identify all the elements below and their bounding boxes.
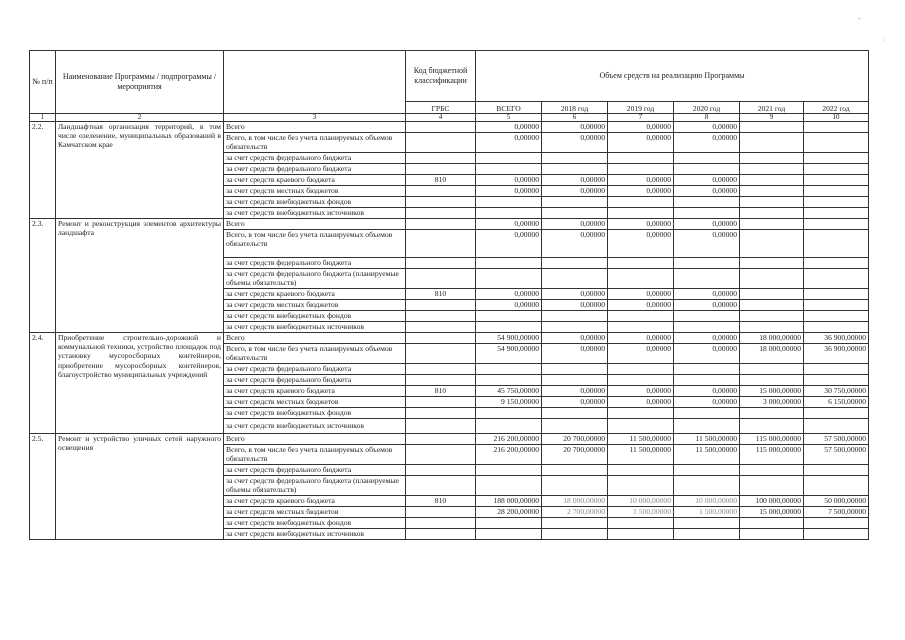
value-total: 216 200,00000 [476, 434, 542, 445]
row-label: Всего [224, 219, 406, 230]
value-2019: 0,00000 [608, 219, 674, 230]
value-2018: 0,00000 [542, 397, 608, 408]
value-2018: 20 700,00000 [542, 445, 608, 465]
value-2018: 0,00000 [542, 175, 608, 186]
value-2019: 0,00000 [608, 397, 674, 408]
value-2020: 0,00000 [674, 386, 740, 397]
value-2018: 18 000,00000 [542, 496, 608, 507]
colnum: 7 [608, 114, 674, 122]
value-2021 [740, 133, 804, 153]
value-2019: 1 500,00000 [608, 507, 674, 518]
header-2022: 2022 год [804, 102, 869, 114]
row-label: Всего, в том числе без учета планируемых объемов обязательств [224, 445, 406, 465]
row-number: 2.4. [30, 333, 56, 434]
row-label: за счет средств местных бюджетов [224, 507, 406, 518]
value-total: 0,00000 [476, 122, 542, 133]
value-2019: 0,00000 [608, 230, 674, 258]
value-2020: 0,00000 [674, 133, 740, 153]
grbs-cell: 810 [406, 289, 476, 300]
value-total: 54 900,00000 [476, 344, 542, 364]
row-number: 2.2. [30, 122, 56, 219]
value-2021: 18 000,00000 [740, 333, 804, 344]
row-label: Всего, в том числе без учета планируемых объемов обязательств [224, 133, 406, 153]
row-label: за счет средств внебюджетных источников [224, 208, 406, 219]
value-2019: 0,00000 [608, 175, 674, 186]
colnum: 6 [542, 114, 608, 122]
header-2020: 2020 год [674, 102, 740, 114]
header-2018: 2018 год [542, 102, 608, 114]
value-2019: 0,00000 [608, 333, 674, 344]
value-2022 [804, 122, 869, 133]
value-total: 0,00000 [476, 289, 542, 300]
row-label: за счет средств федерального бюджета [224, 164, 406, 175]
value-2019: 0,00000 [608, 186, 674, 197]
row-label: за счет средств местных бюджетов [224, 186, 406, 197]
header-code: Код бюджетной классификации [406, 51, 476, 102]
value-2018: 0,00000 [542, 133, 608, 153]
row-number: 2.3. [30, 219, 56, 333]
value-2021: 15 000,00000 [740, 386, 804, 397]
value-total: 0,00000 [476, 219, 542, 230]
value-2020: 1 500,00000 [674, 507, 740, 518]
row-label: за счет средств внебюджетных фондов [224, 518, 406, 529]
value-2018: 20 700,00000 [542, 434, 608, 445]
value-2018: 0,00000 [542, 230, 608, 258]
value-2021: 3 000,00000 [740, 397, 804, 408]
row-label: за счет средств краевого бюджета [224, 496, 406, 507]
value-2022: 36 900,00000 [804, 333, 869, 344]
header-grbs: ГРБС [406, 102, 476, 114]
value-total: 0,00000 [476, 300, 542, 311]
value-2018: 0,00000 [542, 344, 608, 364]
value-2020: 0,00000 [674, 300, 740, 311]
colnum: 1 [30, 114, 56, 122]
row-label: за счет средств внебюджетных источников [224, 419, 406, 434]
value-2018: 0,00000 [542, 289, 608, 300]
value-total: 54 900,00000 [476, 333, 542, 344]
value-2018: 0,00000 [542, 219, 608, 230]
row-label: за счет средств федерального бюджета [224, 465, 406, 476]
colnum: 9 [740, 114, 804, 122]
row-label: за счет средств внебюджетных фондов [224, 197, 406, 208]
measure-name: Приобретение строительно-дорожной и коммунальной техники, устройство площадок под установку мусоросборных контейнеров, приобретение мусоросборных контейнеров, благоустройство муниципальных учреждений [56, 333, 224, 434]
value-2020: 0,00000 [674, 186, 740, 197]
row-label: за счет средств внебюджетных фондов [224, 408, 406, 419]
value-2021: 100 000,00000 [740, 496, 804, 507]
value-total: 188 000,00000 [476, 496, 542, 507]
measure-name: Ремонт и устройство уличных сетей наружного освещения [56, 434, 224, 540]
row-label: за счет средств федерального бюджета (планируемые объемы обязательств) [224, 269, 406, 289]
value-2018: 0,00000 [542, 300, 608, 311]
row-label: за счет средств внебюджетных источников [224, 529, 406, 540]
value-2020: 11 500,00000 [674, 434, 740, 445]
budget-table [29, 50, 869, 540]
row-number: 2.5. [30, 434, 56, 540]
grbs-cell: 810 [406, 175, 476, 186]
header-2019: 2019 год [608, 102, 674, 114]
header-num: № п/п [30, 51, 56, 114]
value-total: 0,00000 [476, 230, 542, 258]
value-2020: 0,00000 [674, 289, 740, 300]
table-row [30, 219, 869, 230]
value-2022: 57 500,00000 [804, 434, 869, 445]
page-edge-mark: · [882, 36, 885, 45]
grbs-cell: 810 [406, 496, 476, 507]
value-2022: 36 900,00000 [804, 344, 869, 364]
row-label: за счет средств местных бюджетов [224, 300, 406, 311]
value-2022: 7 500,00000 [804, 507, 869, 518]
value-total: 216 200,00000 [476, 445, 542, 465]
value-2018: 2 700,00000 [542, 507, 608, 518]
value-2019: 10 000,00000 [608, 496, 674, 507]
row-label: Всего [224, 333, 406, 344]
header-blank [224, 51, 406, 114]
value-2022: 50 000,00000 [804, 496, 869, 507]
row-label: за счет средств федерального бюджета [224, 258, 406, 269]
colnum: 8 [674, 114, 740, 122]
value-total: 28 200,00000 [476, 507, 542, 518]
value-2022: 30 750,00000 [804, 386, 869, 397]
row-label: за счет средств краевого бюджета [224, 386, 406, 397]
value-2021 [740, 122, 804, 133]
value-2019: 0,00000 [608, 300, 674, 311]
value-2020: 0,00000 [674, 230, 740, 258]
header-row [30, 51, 869, 102]
header-volume: Объем средств на реализацию Программы [476, 51, 869, 102]
value-2020: 10 000,00000 [674, 496, 740, 507]
value-2018: 0,00000 [542, 186, 608, 197]
value-2021: 115 000,00000 [740, 445, 804, 465]
row-label: за счет средств федерального бюджета [224, 153, 406, 164]
table-row [30, 333, 869, 344]
header-total: ВСЕГО [476, 102, 542, 114]
grbs-cell [406, 122, 476, 133]
row-label: Всего, в том числе без учета планируемых объемов обязательств [224, 230, 406, 258]
value-2021: 115 000,00000 [740, 434, 804, 445]
value-2021: 15 000,00000 [740, 507, 804, 518]
value-total: 0,00000 [476, 175, 542, 186]
value-2018: 0,00000 [542, 122, 608, 133]
row-label: за счет средств внебюджетных источников [224, 322, 406, 333]
value-2019: 11 500,00000 [608, 445, 674, 465]
value-2020: 0,00000 [674, 122, 740, 133]
value-2020: 0,00000 [674, 333, 740, 344]
value-2020: 11 500,00000 [674, 445, 740, 465]
page-corner-mark: - [858, 14, 861, 23]
colnum: 10 [804, 114, 869, 122]
row-label: Всего [224, 434, 406, 445]
table-row [30, 122, 869, 133]
row-label: Всего [224, 122, 406, 133]
colnum: 5 [476, 114, 542, 122]
value-2018: 0,00000 [542, 333, 608, 344]
value-total: 45 750,00000 [476, 386, 542, 397]
row-label: за счет средств федерального бюджета [224, 375, 406, 386]
value-2019: 0,00000 [608, 386, 674, 397]
row-label: за счет средств федерального бюджета [224, 364, 406, 375]
value-2020: 0,00000 [674, 344, 740, 364]
value-2022: 57 500,00000 [804, 445, 869, 465]
value-2021: 18 000,00000 [740, 344, 804, 364]
grbs-cell [406, 133, 476, 153]
table-row [30, 434, 869, 445]
colnum: 2 [56, 114, 224, 122]
colnum: 4 [406, 114, 476, 122]
value-total: 0,00000 [476, 186, 542, 197]
column-number-row [30, 114, 869, 122]
value-2020: 0,00000 [674, 175, 740, 186]
row-label: за счет средств краевого бюджета [224, 175, 406, 186]
row-label: за счет средств местных бюджетов [224, 397, 406, 408]
value-total: 0,00000 [476, 133, 542, 153]
grbs-cell: 810 [406, 386, 476, 397]
value-2022: 6 150,00000 [804, 397, 869, 408]
value-total: 9 150,00000 [476, 397, 542, 408]
value-2022 [804, 133, 869, 153]
value-2020: 0,00000 [674, 397, 740, 408]
value-2019: 0,00000 [608, 122, 674, 133]
value-2020: 0,00000 [674, 219, 740, 230]
row-label: за счет средств внебюджетных фондов [224, 311, 406, 322]
header-name: Наименование Программы / подпрограммы / мероприятия [56, 51, 224, 114]
value-2019: 11 500,00000 [608, 434, 674, 445]
value-2019: 0,00000 [608, 133, 674, 153]
row-label: за счет средств федерального бюджета (планируемые объемы обязательств) [224, 476, 406, 496]
value-2019: 0,00000 [608, 344, 674, 364]
measure-name: Ремонт и реконструкция элементов архитектуры ландшафта [56, 219, 224, 333]
measure-name: Ландшафтная организация территорий, в том числе озеленение, муниципальных образований в Камчатском крае [56, 122, 224, 219]
value-2019: 0,00000 [608, 289, 674, 300]
header-2021: 2021 год [740, 102, 804, 114]
colnum: 3 [224, 114, 406, 122]
row-label: за счет средств краевого бюджета [224, 289, 406, 300]
value-2018: 0,00000 [542, 386, 608, 397]
row-label: Всего, в том числе без учета планируемых объемов обязательств [224, 344, 406, 364]
